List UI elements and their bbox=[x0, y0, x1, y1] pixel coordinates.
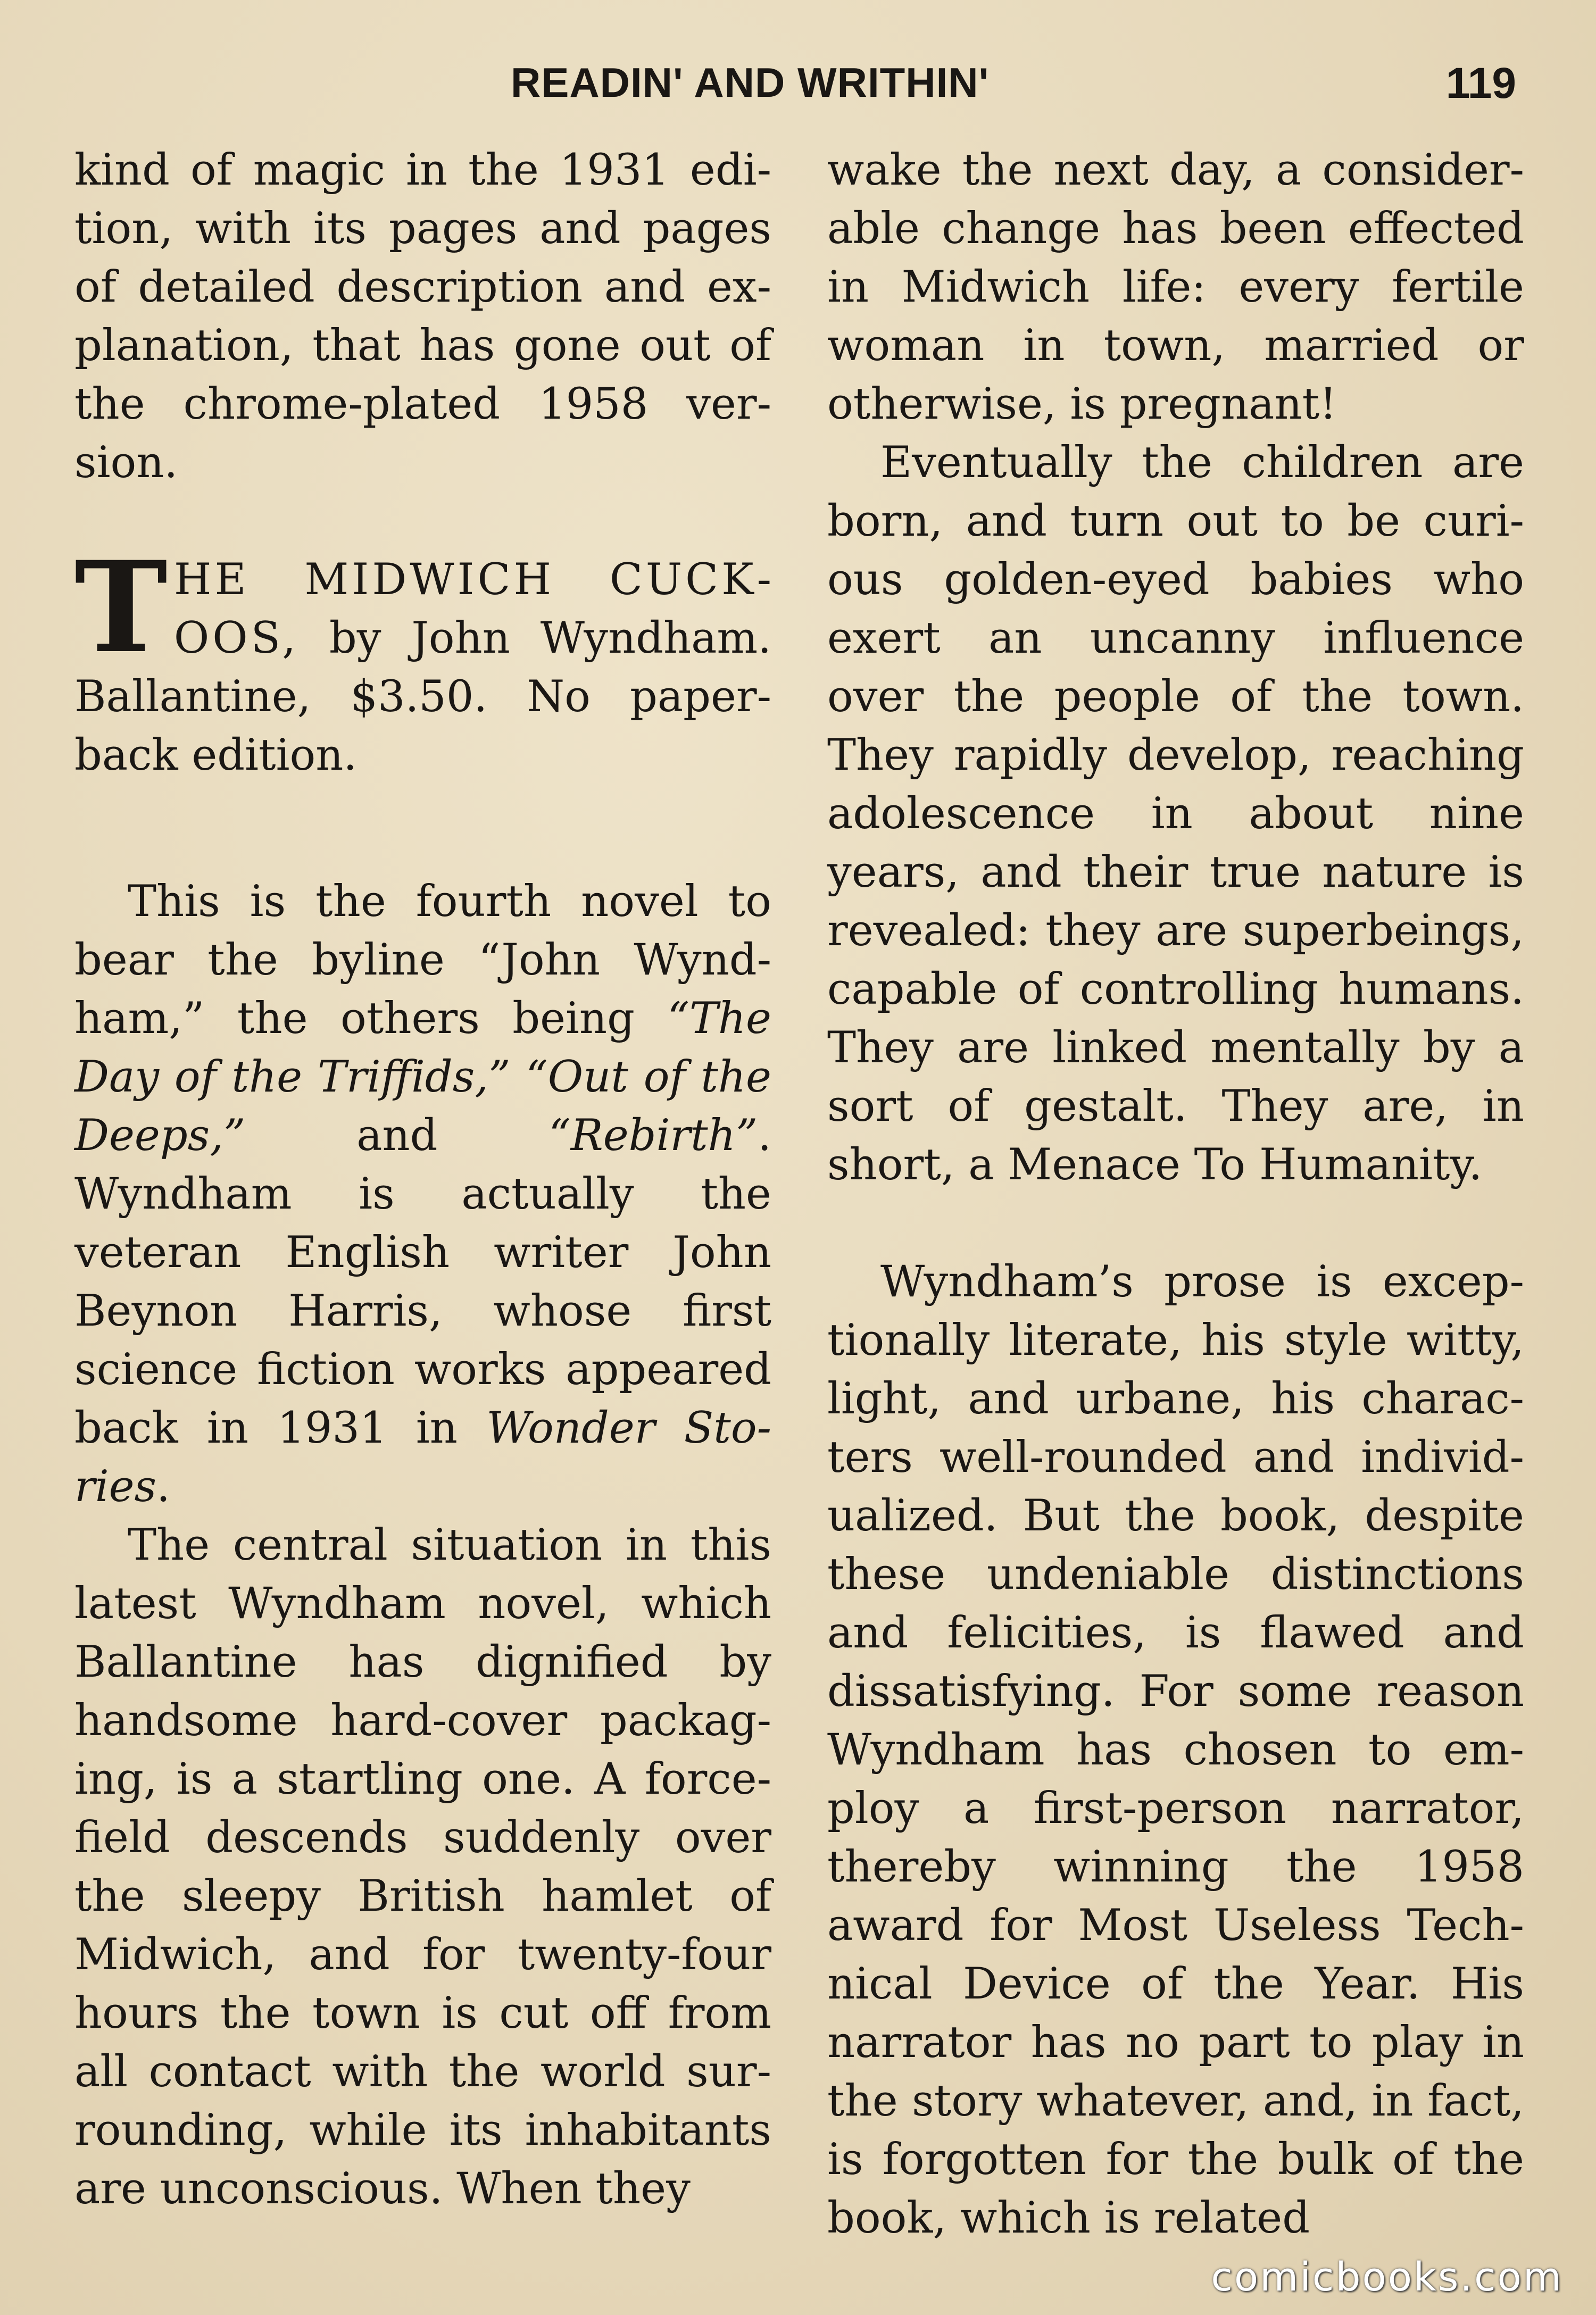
page-header bbox=[0, 59, 1596, 117]
magazine-title-italic: Wonder Stories bbox=[74, 1403, 771, 1512]
drop-cap: T bbox=[74, 534, 168, 681]
book-listing bbox=[74, 534, 771, 785]
paragraph: The central situation in this latest Wyndham novel, which Ballantine has dignified by handsome hard-cover packaging, is a startling one. A forcefield descends suddenly over the sleepy British hamlet of Midwich, and for twenty-four hours the town is cut off from all contact with the world surrounding, while its inhabitants are unconscious. When they bbox=[74, 1520, 771, 2214]
left-column bbox=[74, 141, 771, 2218]
paragraph: kind of magic in the 1931 edition, with its pages and pages of detailed description and explanation, that has gone out of the chrome-plated 1958 version. bbox=[74, 145, 771, 488]
spacer bbox=[827, 1194, 1524, 1253]
book-credit: by John Wyndham. Ballantine, $3.50. No paperback edition. bbox=[74, 613, 771, 780]
spacer bbox=[74, 492, 771, 551]
page-number: 119 bbox=[1445, 59, 1516, 107]
text-run: This is the fourth novel to bear the byline “John Wyndham,” the others being bbox=[74, 877, 771, 1044]
text-run: and bbox=[245, 1111, 549, 1161]
watermark-logo: comicbooks.com bbox=[1211, 2254, 1563, 2300]
book-title-italic: “Out of the Deeps,” bbox=[74, 1052, 771, 1161]
spacer bbox=[74, 785, 771, 872]
text-run: . Wyndham is actually the veteran English writer John Beynon Harris, whose first science fiction works appeared back in 1931 in bbox=[74, 1111, 771, 1453]
book-title-italic: “Rebirth” bbox=[548, 1111, 758, 1161]
paragraph: wake the next day, a considerable change has been effected in Midwich life: every fertile woman in town, married or otherwise, is pregnant! bbox=[827, 145, 1524, 429]
text-run bbox=[510, 1052, 526, 1102]
text-run: . bbox=[156, 1462, 170, 1512]
book-title: HE MIDWICH CUCKOOS, bbox=[173, 555, 771, 663]
book-title-italic: “The Day of the Triffids,” bbox=[74, 994, 771, 1102]
paragraph: Eventually the children are born, and turn out to be curious golden-eyed babies who exert an uncanny influence over the people of the town. They rapidly develop, reaching adolescence in about nine years, and their true nature is revealed: they are superbeings, capable of controlling humans. They are linked mentally by a sort of gestalt. They are, in short, a Menace To Humanity. bbox=[827, 438, 1524, 1190]
paragraph: Wyndham’s prose is exceptionally literate, his style witty, light, and urbane, his characters well-rounded and individualized. But the book, despite these undeniable distinctions and felicities, is flawed and dissatisfying. For some reason Wyndham has chosen to employ a first-person narrator, thereby winning the 1958 award for Most Useless Technical Device of the Year. His narrator has no part to play in the story whatever, and, in fact, is forgotten for the bulk of the book, which is related bbox=[827, 1257, 1524, 2243]
paragraph bbox=[74, 872, 771, 1516]
running-title: READIN' AND WRITHIN' bbox=[511, 59, 990, 106]
right-column bbox=[827, 141, 1524, 2247]
